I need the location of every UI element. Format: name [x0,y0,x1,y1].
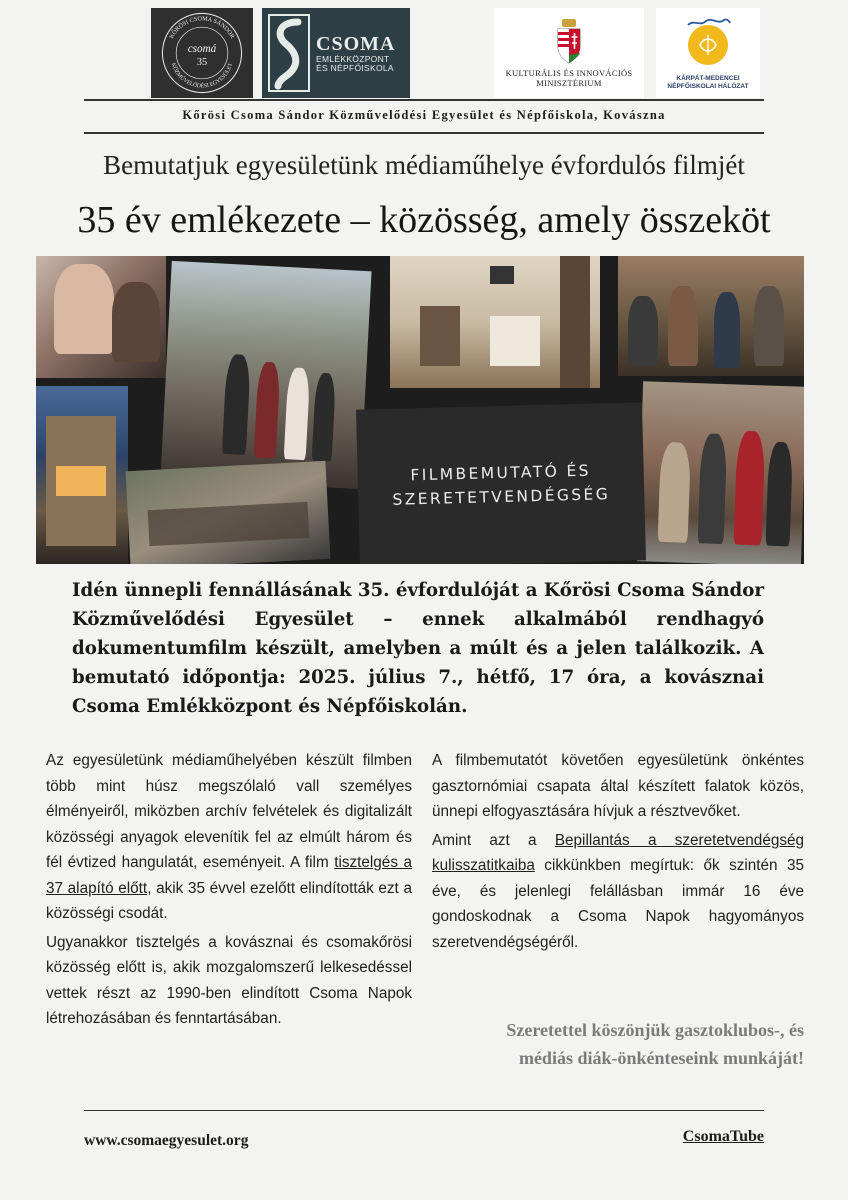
event-card-line1: FILMBEMUTATÓ ÉS [410,461,592,485]
photo-collage [36,256,804,564]
photo-building-night [36,386,128,564]
thanks-line-2: médiás diák-önkénteseink munkáját! [518,1048,804,1068]
csoma-logo-line1: EMLÉKKÖZPONT [316,53,390,64]
csomatube-link[interactable]: CsomaTube [682,1128,764,1145]
left-paragraph-1 [46,748,412,927]
thanks-line-1: Szeretettel köszönjük gasztoklubos-, és [506,1020,804,1040]
event-card-line2: SZERETETVENDÉGSÉG [392,485,611,509]
right-p2-text-before: Amint azt a [432,831,555,849]
csoma-logo-line2: ÉS NÉPFŐISKOLA [316,63,394,73]
photo-folk-dancers [160,261,371,489]
left-column [46,748,412,1032]
hungarian-coat-of-arms-icon [554,17,584,65]
photo-procession [637,381,804,564]
photo-crowd-square [126,461,331,564]
nepfoiskolai-halozat-logo [656,8,760,98]
footer-rule [84,1110,764,1111]
event-title-card [356,402,646,564]
lead-paragraph: Idén ünnepli fennállásának 35. évfordulóját a Kőrösi Csoma Sándor Közművelődési Egyesület – ennek alkalmából rendhagyó dokumentumfilm készült, amelyben a múlt és a jelen találkozik. A bemutató időpontja: 2025. július 7., hétfő, 17 óra, a kovásznai Csoma Emlékközpont és Népfőiskolán. [72,580,764,717]
page-subtitle: Bemutatjuk egyesületünk médiaműhelye évfordulós filmjét [103,150,745,180]
right-p2-text-after: cikkünkben megírtuk: ők szintén 35 éve, és jelenlegi felállásban immár 16 éve gondoskodnak a Csoma Napok hagyományos szeretvendégségéről. [432,857,804,951]
photo-elderly-man [36,256,166,378]
ministry-logo-line2: MINISZTÉRIUM [536,78,602,88]
kcs-seal-center-bottom: 35 [196,57,208,69]
left-p1-text-after: , akik 35 évvel ezelőtt elindították ezt a közösségi csodát. [46,879,412,922]
csoma-logo-title: CSOMA [316,32,396,55]
alapitok-link[interactable]: tisztelgés a 37 alapító előtt [46,854,412,897]
kcs-seal-center-top: csomá [187,43,217,56]
network-logo-line2: NÉPFŐISKOLAI HÁLÓZAT [667,83,749,90]
svg-text:KŐRÖSI CSOMA SÁNDOR [168,15,236,40]
ministry-logo [494,8,644,98]
right-paragraph-2 [432,828,804,956]
website-link[interactable]: www.csomaegyesulet.org [84,1132,249,1149]
kcs-seal-top-text: KŐRÖSI CSOMA SÁNDOR [168,15,236,40]
csoma-emlekkozpont-logo [262,8,410,98]
thanks-note [430,1016,804,1072]
network-logo-line1: KÁRPÁT-MEDENCEI [676,75,740,83]
network-emblem-icon [680,15,736,71]
photo-festival-crowd [618,256,804,376]
kcs-egyesulet-logo [151,8,253,98]
szeretetvendegseg-article-link[interactable]: Bepillantás a szeretetvendégség kulisszatitkaiba [432,831,804,874]
kcs-seal-icon [159,10,245,96]
left-p1-text-before: Az egyesületünk médiaműhelyében készült filmben több mint húsz megszólaló vall személyes élményeiről, miközben archív felvételek és digitalizált közösségi anyagok elevenítik fel az elmúlt három és fél évtized hangulatát, eseményeit. A film [46,752,412,871]
header-rule-bottom [84,132,764,134]
kcs-seal-bottom-text: KÖZMŰVELŐDÉSI EGYESÜLET [169,62,235,90]
csoma-s-mark-icon [268,14,310,92]
photo-media-workshop [390,256,600,388]
header-rule-top [84,99,764,101]
right-paragraph-1: A filmbemutatót követően egyesületünk önkéntes gasztornómiai csapata által készített falatok közös, ünnepi elfogyasztására hívjuk a résztvevőket. [432,752,804,820]
organization-line: Kőrösi Csoma Sándor Közművelődési Egyesület és Népfőiskola, Kovászna [182,108,666,122]
left-paragraph-2: Ugyanakkor tisztelgés a kovásznai és csomakőrösi közösség előtt is, akik mozgalomszerű lelkesedéssel vettek részt az 1990-ben elindított Csoma Napok létrehozásában és fenntartásában. [46,933,412,1027]
ministry-logo-line1: KULTURÁLIS ÉS INNOVÁCIÓS [505,68,633,79]
right-column [432,748,804,955]
page-title: 35 év emlékezete – közösség, amely összeköt [77,199,771,241]
